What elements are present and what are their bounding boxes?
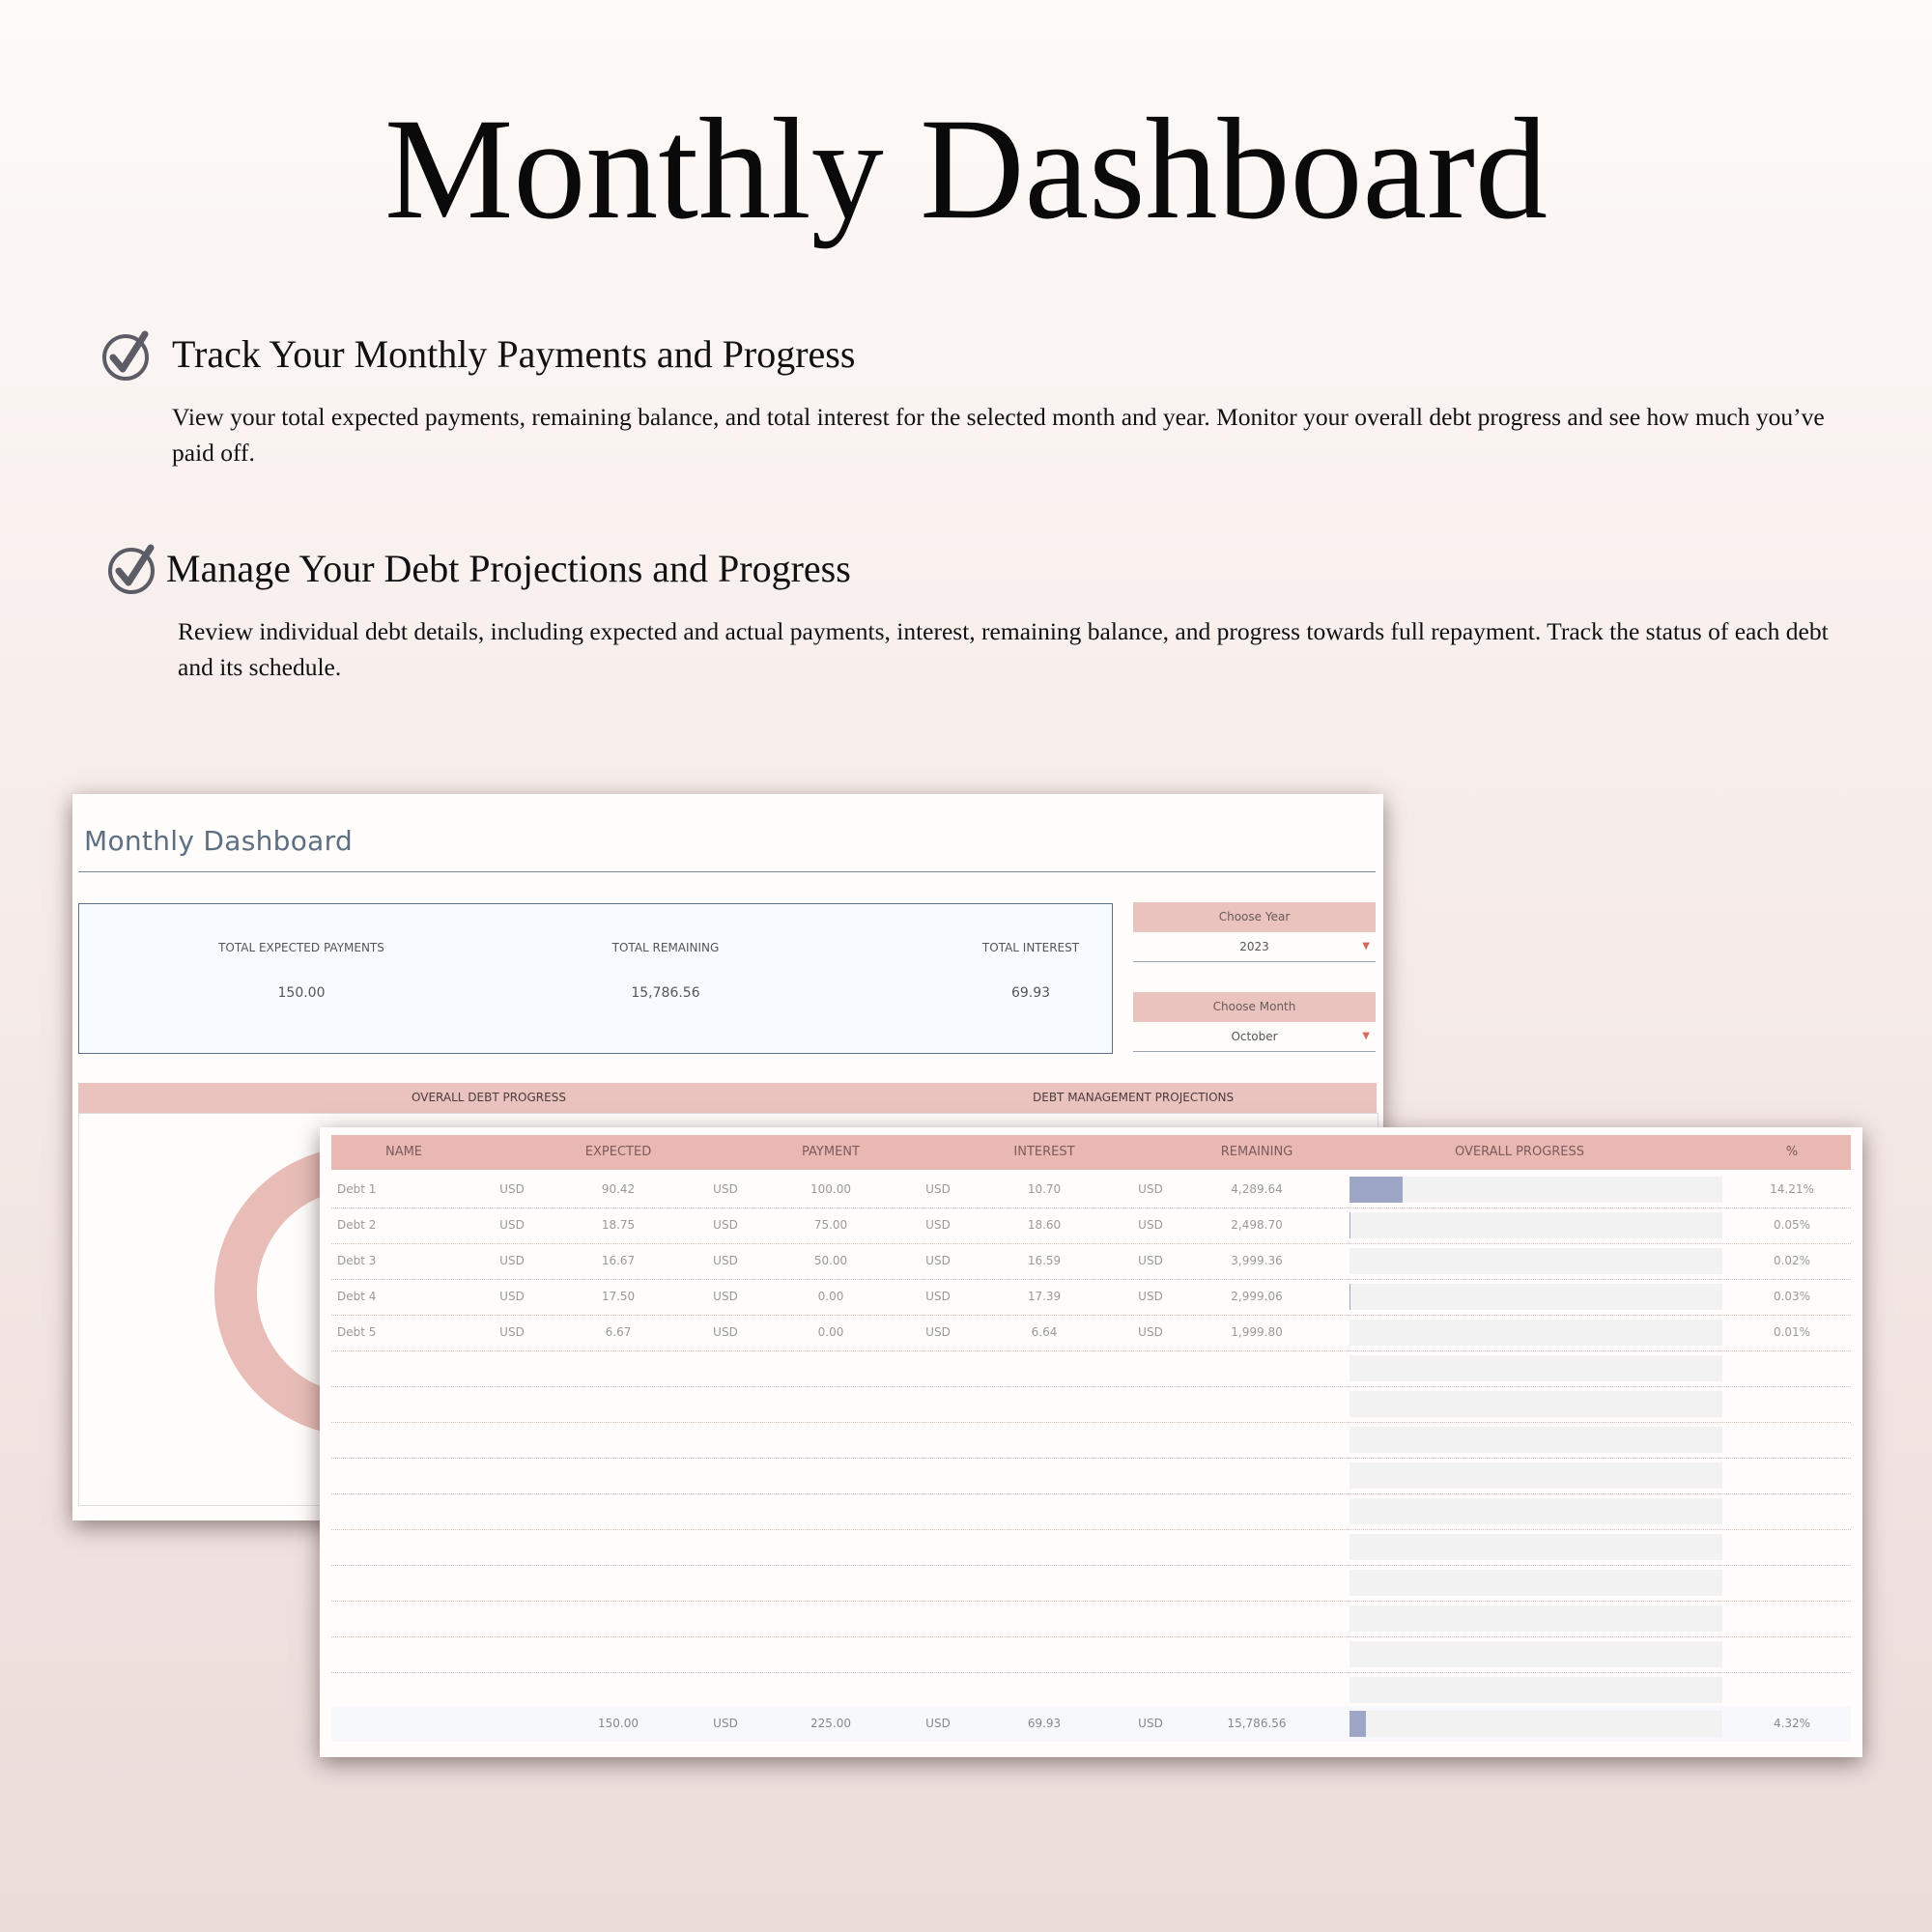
choose-month-label: Choose Month (1133, 992, 1376, 1022)
col-payment: PAYMENT (802, 1145, 860, 1159)
caret-down-icon[interactable]: ▼ (1362, 1031, 1370, 1041)
debt-name-cell: Debt 4 (337, 1290, 377, 1303)
table-row (331, 1493, 1851, 1530)
progress-bar (1350, 1570, 1722, 1596)
remaining-cell: 3,999.36 (1231, 1254, 1283, 1267)
check-circle-icon (100, 328, 155, 383)
total-progress-fill (1350, 1711, 1366, 1737)
total-progress-bar (1350, 1711, 1722, 1737)
progress-bar (1350, 1427, 1722, 1453)
feature-description: View your total expected payments, remaining balance, and total interest for the selected month and year. Monitor your overall debt progress and see how much you’ve paid off. (172, 403, 1825, 467)
table-row (331, 1386, 1851, 1423)
table-row (331, 1636, 1851, 1673)
currency-cell: USD (499, 1182, 525, 1196)
feature-heading: Manage Your Debt Projections and Progress (166, 547, 851, 590)
expected-cell: 18.75 (601, 1218, 636, 1232)
progress-bar (1350, 1534, 1722, 1560)
payment-cell: 100.00 (810, 1182, 851, 1196)
progress-fill (1350, 1177, 1403, 1203)
total-interest-label: TOTAL INTEREST (981, 941, 1080, 954)
remaining-cell: 1,999.80 (1231, 1325, 1283, 1339)
progress-bar (1350, 1212, 1722, 1238)
table-row (331, 1350, 1851, 1387)
table-header (331, 1135, 1851, 1170)
progress-bar (1350, 1355, 1722, 1381)
dashboard-title: Monthly Dashboard (84, 825, 354, 857)
percent-cell: 0.02% (1773, 1254, 1811, 1267)
currency-cell: USD (925, 1290, 951, 1303)
overall-debt-progress-header: OVERALL DEBT PROGRESS (412, 1091, 566, 1104)
interest-cell: 6.64 (1031, 1325, 1058, 1339)
progress-bar (1350, 1641, 1722, 1667)
progress-bar (1350, 1677, 1722, 1703)
progress-bar (1350, 1284, 1722, 1310)
expected-cell: 17.50 (601, 1290, 636, 1303)
currency-cell: USD (925, 1218, 951, 1232)
total-expected-label: TOTAL EXPECTED PAYMENTS (218, 941, 384, 954)
currency-cell: USD (1138, 1218, 1163, 1232)
currency-cell: USD (713, 1182, 738, 1196)
currency-cell: USD (925, 1325, 951, 1339)
title-divider (78, 871, 1376, 872)
expected-cell: 16.67 (601, 1254, 636, 1267)
payment-cell: 50.00 (813, 1254, 848, 1267)
year-dropdown[interactable] (1133, 932, 1376, 962)
caret-down-icon[interactable]: ▼ (1362, 941, 1370, 952)
total-remaining-cell: 15,786.56 (1227, 1717, 1287, 1730)
table-row (331, 1208, 1851, 1244)
currency-cell: USD (499, 1290, 525, 1303)
col-interest: INTEREST (1013, 1145, 1075, 1159)
total-payment-cell: 225.00 (810, 1717, 851, 1730)
currency-cell: USD (1138, 1717, 1163, 1730)
table-row (331, 1458, 1851, 1494)
col-name: NAME (384, 1145, 423, 1159)
percent-cell: 0.01% (1773, 1325, 1811, 1339)
total-remaining-label: TOTAL REMAINING (611, 941, 720, 954)
currency-cell: USD (925, 1254, 951, 1267)
currency-cell: USD (499, 1254, 525, 1267)
currency-cell: USD (713, 1218, 738, 1232)
total-expected-value: 150.00 (277, 985, 326, 1001)
percent-cell: 0.05% (1773, 1218, 1811, 1232)
currency-cell: USD (713, 1325, 738, 1339)
expected-cell: 6.67 (605, 1325, 632, 1339)
interest-cell: 10.70 (1027, 1182, 1062, 1196)
currency-cell: USD (1138, 1182, 1163, 1196)
currency-cell: USD (713, 1254, 738, 1267)
total-interest-cell: 69.93 (1027, 1717, 1062, 1730)
percent-cell: 0.03% (1773, 1290, 1811, 1303)
debt-projections-header: DEBT MANAGEMENT PROJECTIONS (1033, 1091, 1235, 1104)
year-value: 2023 (1239, 940, 1269, 953)
interest-cell: 16.59 (1027, 1254, 1062, 1267)
col-remaining: REMAINING (1220, 1145, 1293, 1159)
progress-bar (1350, 1177, 1722, 1203)
progress-bar (1350, 1463, 1722, 1489)
remaining-cell: 2,999.06 (1231, 1290, 1283, 1303)
table-row (331, 1315, 1851, 1351)
total-expected-cell: 150.00 (598, 1717, 639, 1730)
currency-cell: USD (499, 1218, 525, 1232)
progress-bar (1350, 1605, 1722, 1632)
remaining-cell: 4,289.64 (1231, 1182, 1283, 1196)
currency-cell: USD (713, 1290, 738, 1303)
progress-bar (1350, 1391, 1722, 1417)
debt-name-cell: Debt 2 (337, 1218, 377, 1232)
currency-cell: USD (499, 1325, 525, 1339)
payment-cell: 0.00 (817, 1325, 844, 1339)
projections-table-screenshot (320, 1127, 1862, 1757)
percent-cell: 14.21% (1770, 1182, 1814, 1196)
currency-cell: USD (1138, 1290, 1163, 1303)
payment-cell: 0.00 (817, 1290, 844, 1303)
total-interest-value: 69.93 (1010, 985, 1051, 1001)
feature-description: Review individual debt details, including expected and actual payments, interest, remaining balance, and progress towards full repayment. Track the status of each debt and its schedule. (178, 617, 1829, 681)
totals-panel (78, 903, 1113, 1054)
currency-cell: USD (925, 1717, 951, 1730)
progress-bar (1350, 1248, 1722, 1274)
interest-cell: 18.60 (1027, 1218, 1062, 1232)
feature-heading: Track Your Monthly Payments and Progress (172, 332, 856, 376)
table-total-row (331, 1706, 1851, 1742)
total-remaining-value: 15,786.56 (631, 985, 700, 1001)
progress-bar (1350, 1320, 1722, 1346)
check-circle-icon (106, 542, 160, 596)
choose-year-label: Choose Year (1133, 902, 1376, 932)
payment-cell: 75.00 (813, 1218, 848, 1232)
month-value: October (1231, 1030, 1278, 1043)
col-percent: % (1785, 1145, 1799, 1159)
col-expected: EXPECTED (584, 1145, 652, 1159)
currency-cell: USD (1138, 1325, 1163, 1339)
table-row (331, 1422, 1851, 1459)
page-title: Monthly Dashboard (384, 89, 1548, 249)
table-row (331, 1529, 1851, 1566)
col-overall-progress: OVERALL PROGRESS (1454, 1145, 1585, 1159)
currency-cell: USD (925, 1182, 951, 1196)
table-row (331, 1672, 1851, 1709)
table-row (331, 1279, 1851, 1316)
section-header-bar (78, 1083, 1377, 1113)
currency-cell: USD (1138, 1254, 1163, 1267)
remaining-cell: 2,498.70 (1231, 1218, 1283, 1232)
table-row (331, 1565, 1851, 1602)
progress-bar (1350, 1498, 1722, 1524)
debt-name-cell: Debt 5 (337, 1325, 377, 1339)
month-dropdown[interactable] (1133, 1022, 1376, 1052)
expected-cell: 90.42 (601, 1182, 636, 1196)
debt-name-cell: Debt 3 (337, 1254, 377, 1267)
table-row (331, 1243, 1851, 1280)
interest-cell: 17.39 (1027, 1290, 1062, 1303)
table-row (331, 1172, 1851, 1208)
total-percent-cell: 4.32% (1773, 1717, 1811, 1730)
debt-name-cell: Debt 1 (337, 1182, 377, 1196)
currency-cell: USD (713, 1717, 738, 1730)
table-row (331, 1601, 1851, 1637)
